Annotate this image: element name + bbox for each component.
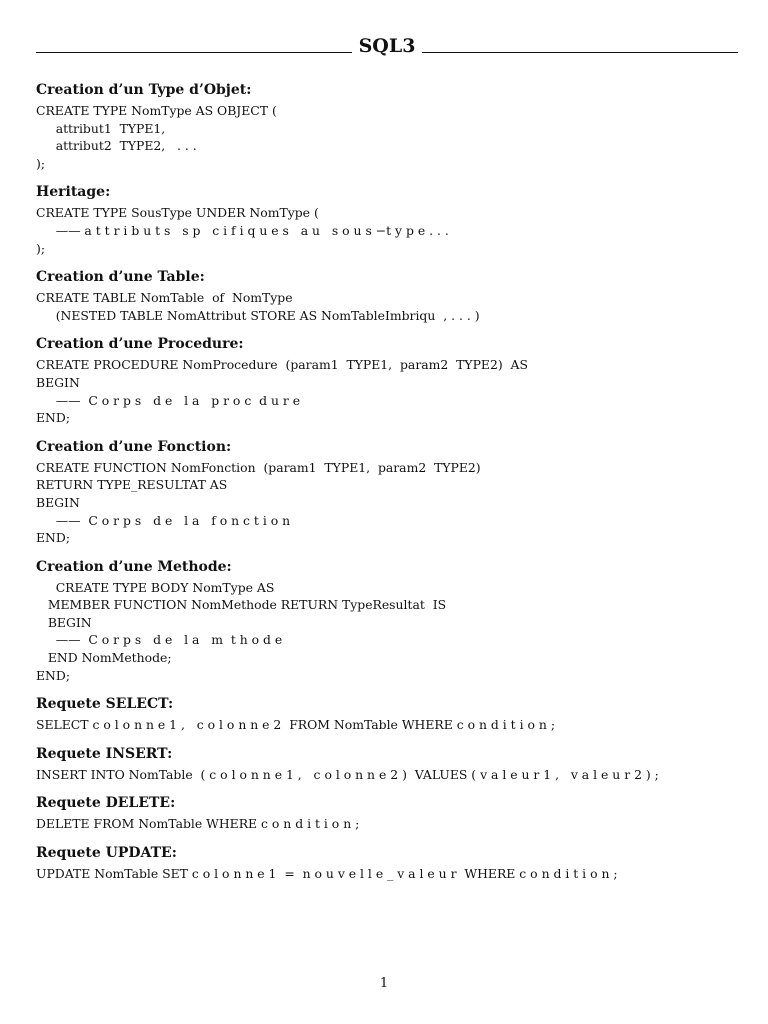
section-heading: Requete INSERT: [36,745,173,762]
code-line: ); [36,155,46,171]
code-line: attribut1 TYPE1, [36,120,166,136]
section [36,335,736,426]
section-heading: Requete SELECT: [36,696,174,713]
section [36,183,736,257]
code-line: —— C o r p s d e l a f o n c t i o n [36,512,291,528]
section-heading: Creation d’une Methode: [36,558,232,575]
page-header [36,34,738,58]
section [36,745,736,784]
section [36,81,736,172]
code-line: SELECT c o l o n n e 1 , c o l o n n e 2 FROM NomTable WHERE c o n d i t i o n ; [36,717,555,733]
section-heading: Creation d’une Procedure: [36,336,244,353]
code-line: —— a t t r i b u t s s p c i f i q u e s a u s o u s −t y p e . . . [36,222,449,238]
header-rule-left [36,52,352,53]
code-line: (NESTED TABLE NomAttribut STORE AS NomTableImbriqu , . . . ) [36,307,480,323]
code-block [36,766,736,784]
code-line: CREATE TYPE NomType AS OBJECT ( [36,103,277,118]
section-heading: Creation d’une Fonction: [36,438,232,455]
section [36,794,736,833]
code-line: END; [36,410,70,426]
section [36,558,736,685]
code-line: MEMBER FUNCTION NomMethode RETURN TypeResultat IS [36,597,447,613]
section-heading: Creation d’une Table: [36,269,205,286]
code-block [36,102,736,172]
code-line: —— C o r p s d e l a m t h o d e [36,632,283,648]
section-heading: Requete DELETE: [36,795,176,812]
code-block [36,204,736,257]
code-line: CREATE PROCEDURE NomProcedure (param1 TYPE1, param2 TYPE2) AS [36,357,528,373]
code-block [36,289,736,324]
code-line: END NomMethode; [36,650,172,666]
page-number: 1 [379,976,389,991]
code-line: CREATE TABLE NomTable of NomType [36,290,293,306]
code-line: UPDATE NomTable SET c o l o n n e 1 = n o u v e l l e _ v a l e u r WHERE c o n d i t i o n ; [36,866,618,882]
section [36,844,736,883]
section-heading: Requete UPDATE: [36,845,177,862]
document-body [36,70,736,883]
code-block [36,716,736,734]
code-block [36,815,736,833]
section-heading: Heritage: [36,184,111,201]
code-line: ); [36,240,46,256]
code-line: END; [36,667,70,683]
section [36,268,736,324]
code-line: CREATE FUNCTION NomFonction (param1 TYPE1, param2 TYPE2) [36,459,481,475]
code-line: BEGIN [36,494,80,510]
code-line: CREATE TYPE BODY NomType AS [36,579,275,595]
header-rule-right [422,52,738,53]
code-line: CREATE TYPE SousType UNDER NomType ( [36,205,319,221]
code-line: attribut2 TYPE2, . . . [36,138,197,154]
code-line: BEGIN [36,614,92,630]
code-line: —— C o r p s d e l a p r o c d u r e [36,392,301,408]
code-block [36,356,736,426]
page-title: SQL3 [358,35,416,57]
code-line: DELETE FROM NomTable WHERE c o n d i t i o n ; [36,816,360,832]
section [36,695,736,734]
code-block [36,865,736,883]
code-block [36,579,736,685]
section [36,438,736,547]
section-heading: Creation d’un Type d’Objet: [36,82,252,98]
code-line: END; [36,530,70,546]
code-line: INSERT INTO NomTable ( c o l o n n e 1 , c o l o n n e 2 ) VALUES ( v a l e u r 1 , v a l e u r 2 ) ; [36,766,659,782]
code-line: RETURN TYPE_RESULTAT AS [36,477,228,493]
code-block [36,459,736,547]
code-line: BEGIN [36,374,80,390]
